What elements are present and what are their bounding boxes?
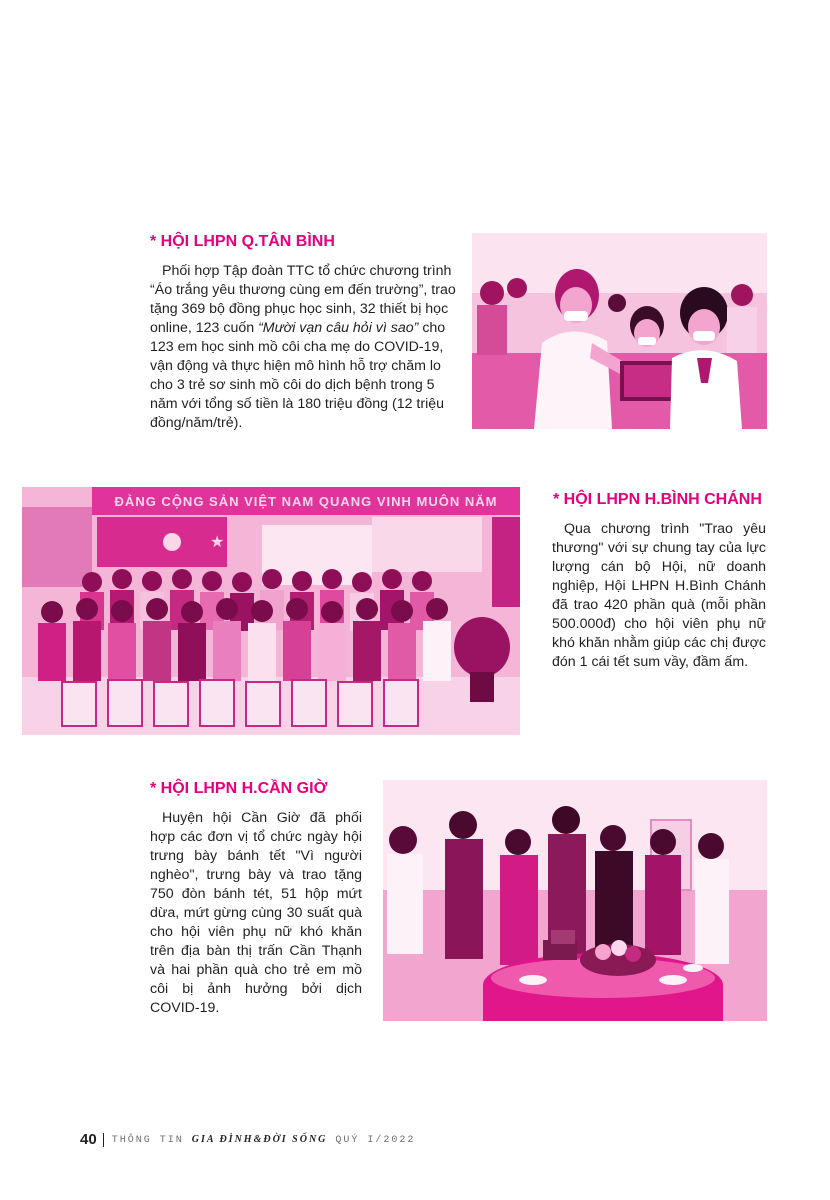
paragraph-text: cho 123 em học sinh mồ côi cha mẹ do COVID-19, vận động và thực hiện mô hình hỗ trợ chăm lo cho 3 trẻ sơ sinh mồ côi do dịch bệnh trong 5 năm với tổng số tiền là 180 triệu đồng (12 triệu đồng/năm/trẻ).	[150, 320, 446, 431]
publication-name	[112, 1134, 416, 1146]
section-paragraph-binh-chanh: Qua chương trình "Trao yêu thương" với sự chung tay của lực lượng cán bộ Hội, nữ doanh nghiệp, Hội LHPN H.Bình Chánh đã trao 420 phần quà (mỗi phần 500.000đ) cho hội viên phụ nữ khó khăn nhằm giúp các chị được đón 1 cái tết sum vầy, đầm ấm.	[552, 521, 766, 670]
photo-tan-binh	[472, 233, 767, 429]
section-heading-binh-chanh: * HỘI LHPN H.BÌNH CHÁNH	[553, 491, 762, 508]
publication-prefix: THÔNG TIN	[111, 1134, 184, 1146]
section-paragraph-can-gio: Huyện hội Cần Giờ đã phối hợp các đơn vị tổ chức ngày hội trưng bày bánh tết "Vì người nghèo", trưng bày và trao tặng 750 đòn bánh tét, 51 hộp mứt dừa, mứt gừng cùng 30 suất quà cho hội viên phụ nữ khó khăn trên địa bàn thị trấn Cần Thạnh và hai phần quà cho trẻ em mồ côi bị ảnh hưởng bởi dịch COVID-19.	[150, 810, 362, 1016]
photo-binh-chanh	[22, 487, 520, 735]
students-receiving-gifts-photo	[472, 233, 767, 429]
publication-issue: QUÝ I/2022	[335, 1134, 416, 1146]
paragraph-text: Phối hợp Tập đoàn TTC tổ chức chương trình “Áo trắng yêu thương cùng em đến trường”, trao tặng 369 bộ đồng phục học sinh, 32 thiết bị học online, 123 cuốn	[150, 263, 456, 336]
page-footer	[80, 1131, 415, 1148]
section-heading-tan-binh: * HỘI LHPN Q.TÂN BÌNH	[150, 233, 335, 250]
footer-divider	[103, 1133, 104, 1147]
publication-brand: GIA ĐÌNH&ĐỜI SỐNG	[191, 1133, 328, 1145]
tet-cake-display-photo	[383, 780, 767, 1021]
photo-can-gio	[383, 780, 767, 1021]
book-title-italic: “Mười vạn câu hỏi vì sao”	[258, 320, 419, 336]
section-paragraph-tan-binh	[150, 262, 458, 433]
group-with-gift-bags-photo	[22, 487, 520, 735]
page-number: 40	[80, 1131, 97, 1148]
banner-text: ĐẢNG CỘNG SẢN VIỆT NAM QUANG VINH MUÔN NĂM	[114, 494, 498, 509]
svg-text:★: ★	[210, 534, 225, 551]
section-heading-can-gio: * HỘI LHPN H.CẦN GIỜ	[150, 780, 328, 797]
